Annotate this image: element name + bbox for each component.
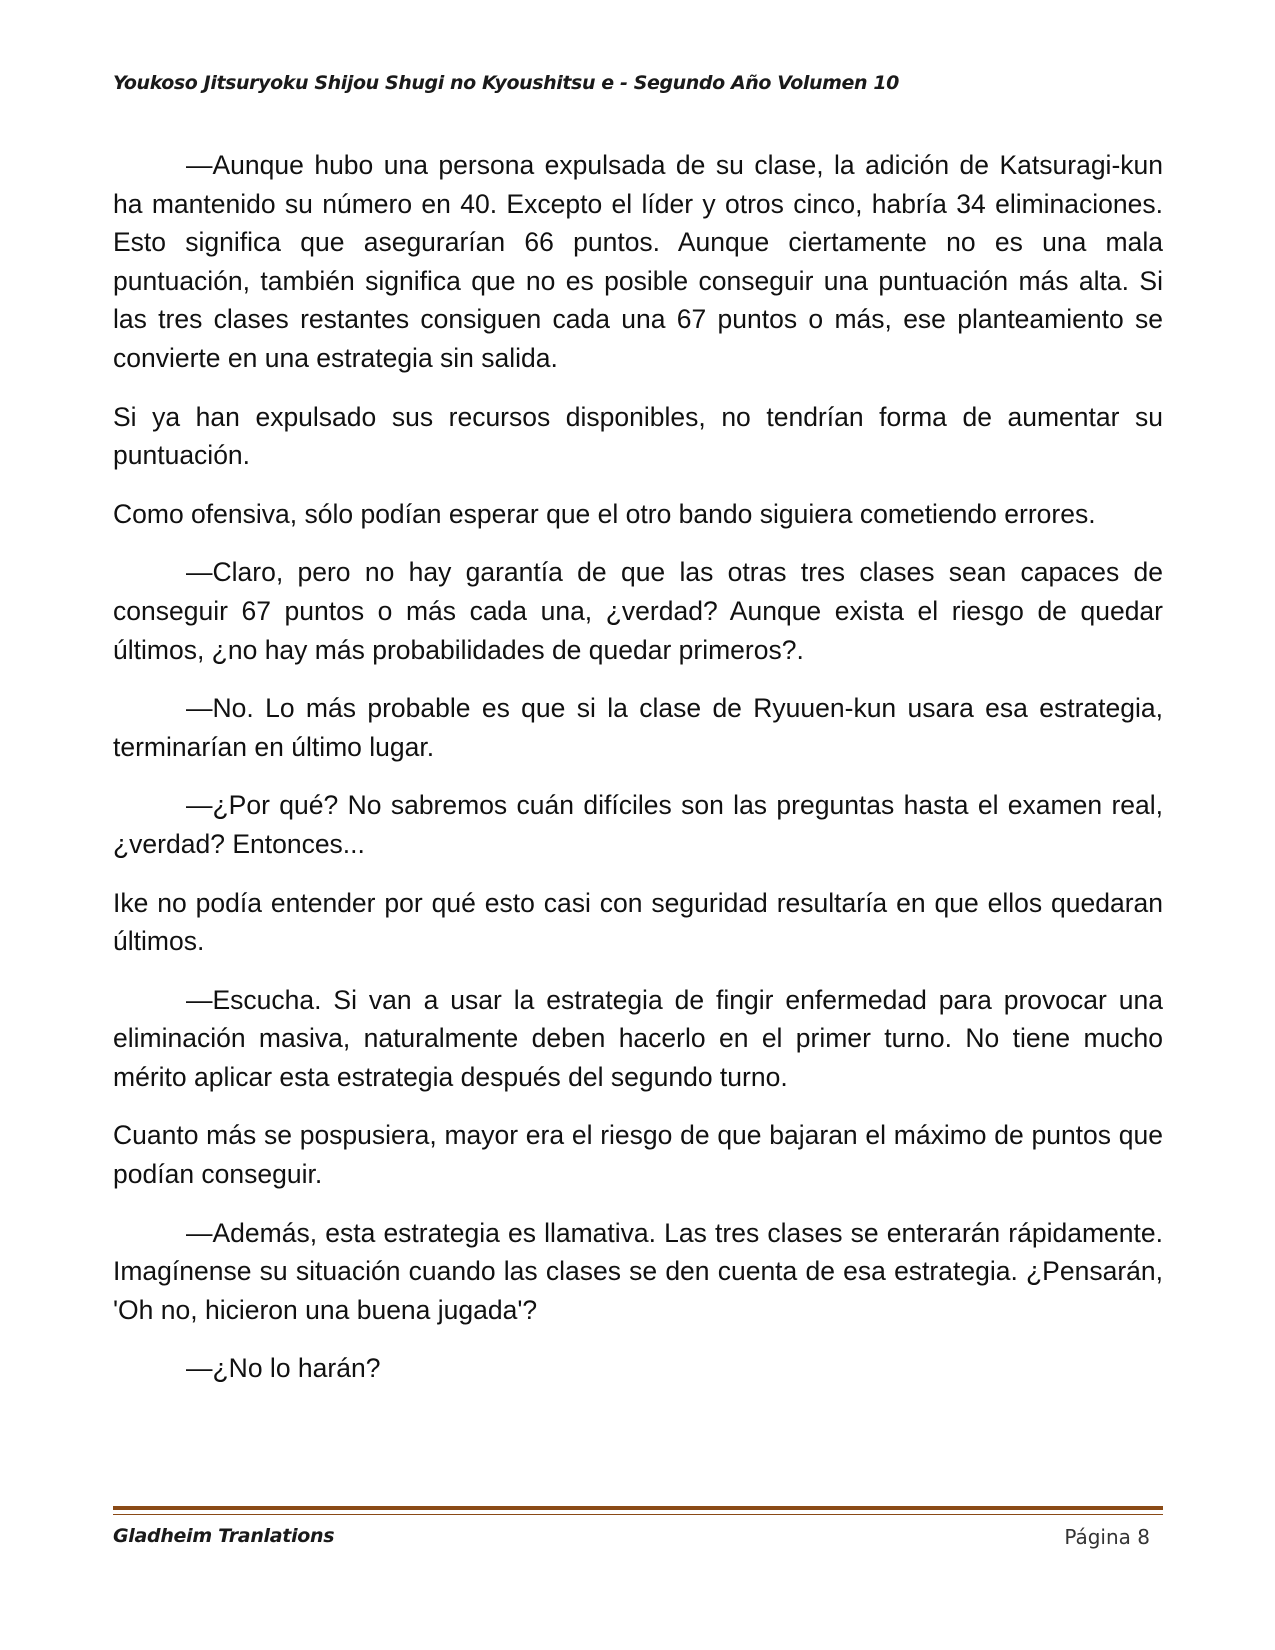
page-number: Página 8 (1064, 1525, 1150, 1549)
paragraph-dialogue: —¿Por qué? No sabremos cuán difíciles son las preguntas hasta el examen real, ¿verdad? Entonces... (113, 790, 1163, 859)
paragraph-narration: Si ya han expulsado sus recursos disponibles, no tendrían forma de aumentar su puntuación. (113, 401, 1163, 471)
footer-divider-thick (113, 1506, 1163, 1510)
paragraph-dialogue: —Escucha. Si van a usar la estrategia de fingir enfermedad para provocar una eliminación masiva, naturalmente deben hacerlo en el primer turno. No tiene mucho mérito aplicar esta estrategia después del segundo turno. (113, 984, 1163, 1092)
paragraph-dialogue: —¿No lo harán? (186, 1353, 381, 1384)
footer-divider-thin (113, 1514, 1163, 1515)
paragraph-dialogue: —Aunque hubo una persona expulsada de su clase, la adición de Katsuragi-kun ha mantenido su número en 40. Excepto el líder y otros cinco, habría 34 eliminaciones. Esto significa que asegurarían 66 puntos. Aunque ciertamente no es una mala puntuación, también significa que no es posible conseguir una puntuación más alta. Si las tres clases restantes consiguen cada una 67 puntos o más, ese planteamiento se convierte en una estrategia sin salida. (113, 150, 1163, 373)
paragraph-dialogue: —Claro, pero no hay garantía de que las otras tres clases sean capaces de conseguir 67 puntos o más cada una, ¿verdad? Aunque exista el riesgo de quedar últimos, ¿no hay más probabilidades de quedar primeros?. (113, 557, 1163, 665)
paragraph-dialogue: —No. Lo más probable es que si la clase de Ryuuen-kun usara esa estrategia, terminarían en último lugar. (113, 693, 1163, 762)
page-header-title: Youkoso Jitsuryoku Shijou Shugi no Kyoushitsu e - Segundo Año Volumen 10 (113, 72, 899, 94)
paragraph-dialogue: —Además, esta estrategia es llamativa. Las tres clases se enterarán rápidamente. Imagínense su situación cuando las clases se den cuenta de esa estrategia. ¿Pensarán, 'Oh no, hicieron una buena jugada'? (113, 1217, 1163, 1325)
footer-credit: Gladheim Tranlations (113, 1525, 335, 1547)
paragraph-narration: Cuanto más se pospusiera, mayor era el riesgo de que bajaran el máximo de puntos que podían conseguir. (113, 1120, 1163, 1190)
page-body (113, 146, 1163, 1408)
paragraph-narration: Ike no podía entender por qué esto casi con seguridad resultaría en que ellos quedaran últimos. (113, 887, 1163, 957)
paragraph-narration: Como ofensiva, sólo podían esperar que el otro bando siguiera cometiendo errores. (113, 498, 1096, 529)
